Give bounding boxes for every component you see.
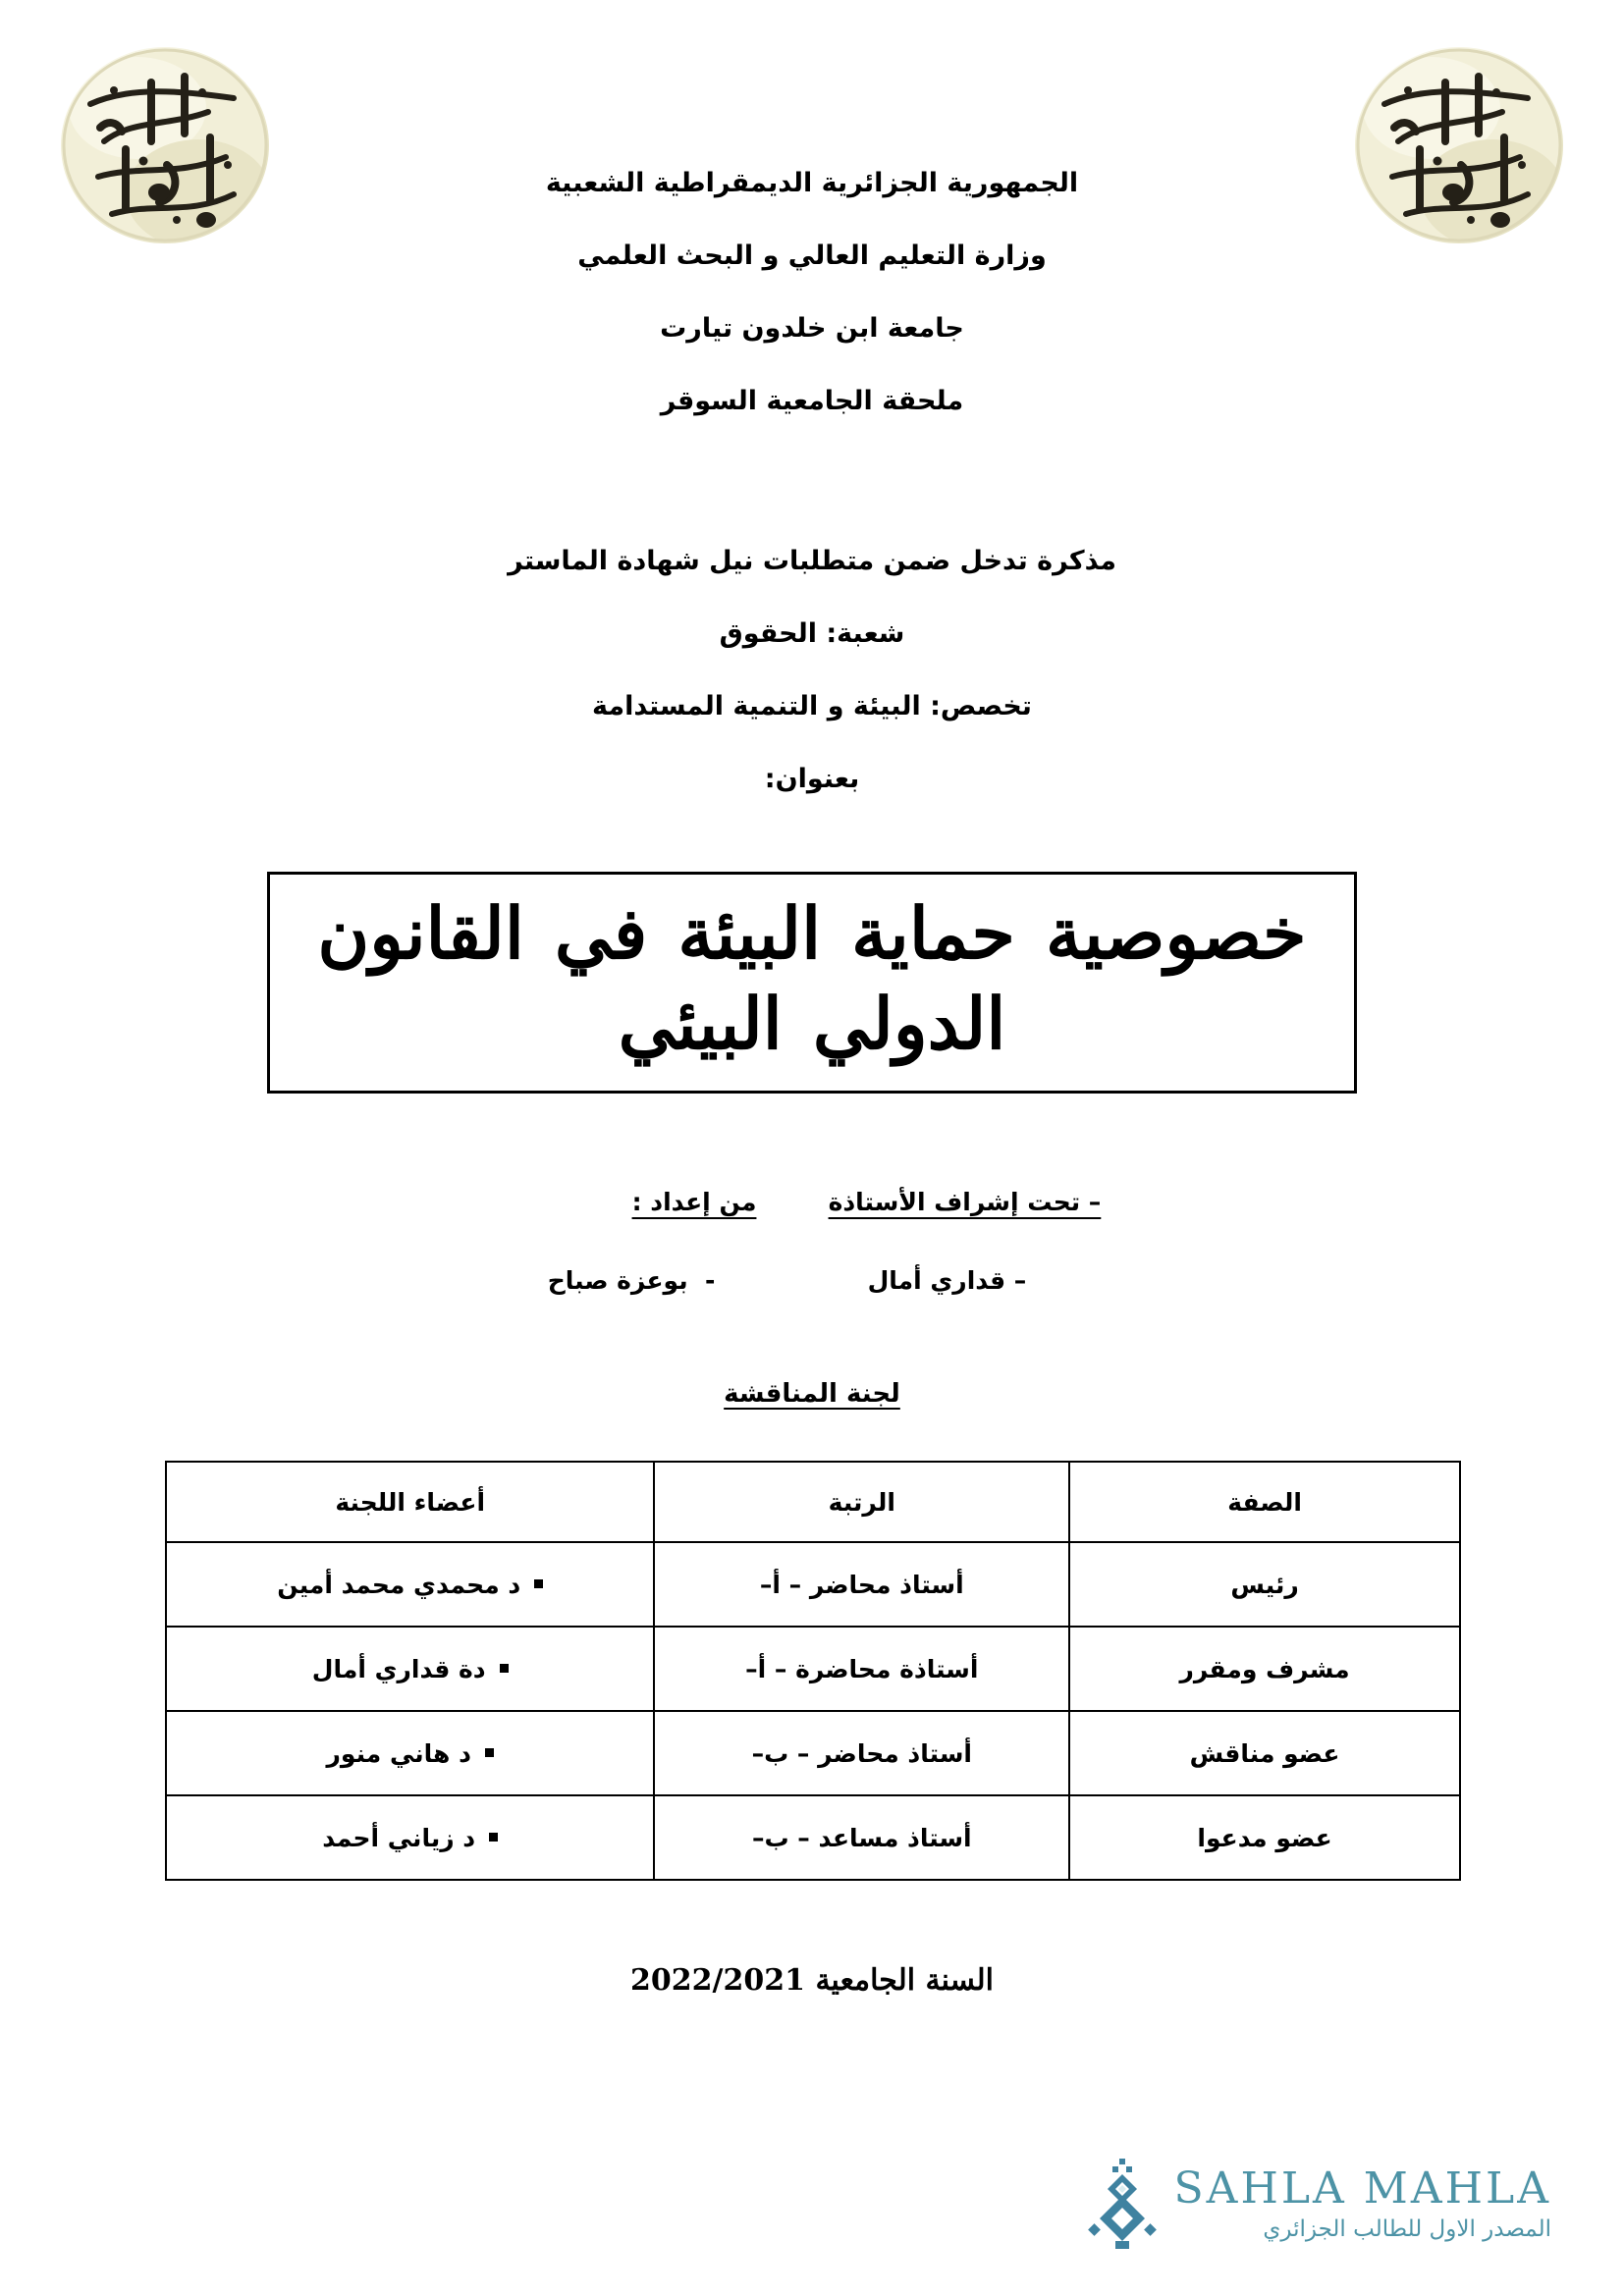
jury-title: لجنة المناقشة bbox=[724, 1379, 900, 1409]
column-header-rank: الرتبة bbox=[654, 1462, 1069, 1542]
table-row bbox=[166, 1627, 1460, 1711]
list-bullet-icon bbox=[500, 1664, 509, 1673]
list-bullet-icon bbox=[534, 1579, 543, 1588]
list-bullet-icon bbox=[485, 1748, 494, 1757]
jury-member-name: د محمدي محمد أمين bbox=[277, 1570, 521, 1599]
list-bullet-icon bbox=[489, 1833, 498, 1842]
table-row bbox=[166, 1542, 1460, 1627]
degree-line-titled: بعنوان: bbox=[764, 764, 860, 794]
table-header-row bbox=[166, 1462, 1460, 1542]
jury-rank: أستاذ محاضر – ب– bbox=[654, 1711, 1069, 1795]
sahla-mahla-logo-icon bbox=[1086, 2157, 1159, 2251]
jury-rank: أستاذ مساعد – ب– bbox=[654, 1795, 1069, 1880]
sahla-mahla-watermark bbox=[1086, 2157, 1551, 2251]
author-heading: من إعداد : bbox=[631, 1188, 757, 1216]
header-line-university: جامعة ابن خلدون تيارت bbox=[660, 313, 964, 344]
degree-line-branch: شعبة: الحقوق bbox=[719, 618, 905, 649]
jury-member bbox=[166, 1627, 654, 1711]
header-line-ministry: وزارة التعليم العالي و البحث العلمي bbox=[577, 240, 1047, 271]
jury-member-name: دة قداري أمال bbox=[311, 1654, 486, 1683]
table-row bbox=[166, 1795, 1460, 1880]
degree-line-requirements: مذكرة تدخل ضمن متطلبات نيل شهادة الماستر bbox=[508, 546, 1116, 576]
jury-role: مشرف ومقرر bbox=[1069, 1627, 1460, 1711]
jury-role: عضو مدعوا bbox=[1069, 1795, 1460, 1880]
jury-member bbox=[166, 1795, 654, 1880]
author-column bbox=[118, 1183, 756, 1301]
degree-statement bbox=[0, 525, 1624, 816]
author-name bbox=[118, 1261, 756, 1301]
watermark-text bbox=[1173, 2163, 1551, 2242]
thesis-title-box bbox=[267, 872, 1357, 1094]
jury-table bbox=[165, 1461, 1461, 1881]
author-name-text: بوعزة صباح bbox=[547, 1266, 688, 1295]
thesis-title: خصوصية حماية البيئة في القانون الدولي البيئي bbox=[317, 891, 1307, 1066]
jury-rank: أستاذة محاضرة – أ– bbox=[654, 1627, 1069, 1711]
header-line-annex: ملحقة الجامعية السوقر bbox=[660, 386, 964, 416]
watermark-tagline: المصدر الاول للطالب الجزائري bbox=[1263, 2216, 1551, 2242]
jury-rank: أستاذ محاضر – أ– bbox=[654, 1542, 1069, 1627]
institution-header bbox=[0, 147, 1624, 438]
author-bullet: - bbox=[705, 1266, 716, 1295]
jury-member bbox=[166, 1711, 654, 1795]
academic-year: السنة الجامعية 2022/2021 bbox=[630, 1963, 994, 1998]
degree-line-specialty: تخصص: البيئة و التنمية المستدامة bbox=[592, 691, 1032, 721]
table-row bbox=[166, 1711, 1460, 1795]
jury-member bbox=[166, 1542, 654, 1627]
jury-member-name: د هاني منور bbox=[326, 1738, 471, 1768]
supervisor-column bbox=[829, 1183, 1506, 1301]
watermark-brand: SAHLA MAHLA bbox=[1173, 2163, 1551, 2214]
credits-section bbox=[118, 1183, 1506, 1301]
jury-member-name: د زياني أحمد bbox=[322, 1823, 476, 1852]
jury-role: رئيس bbox=[1069, 1542, 1460, 1627]
supervisor-name: – قداري أمال bbox=[867, 1266, 1027, 1295]
jury-role: عضو مناقش bbox=[1069, 1711, 1460, 1795]
column-header-member: أعضاء اللجنة bbox=[166, 1462, 654, 1542]
header-line-republic: الجمهورية الجزائرية الديمقراطية الشعبية bbox=[545, 168, 1079, 198]
supervisor-heading: – تحت إشراف الأستاذة bbox=[828, 1188, 1102, 1216]
column-header-role: الصفة bbox=[1069, 1462, 1460, 1542]
